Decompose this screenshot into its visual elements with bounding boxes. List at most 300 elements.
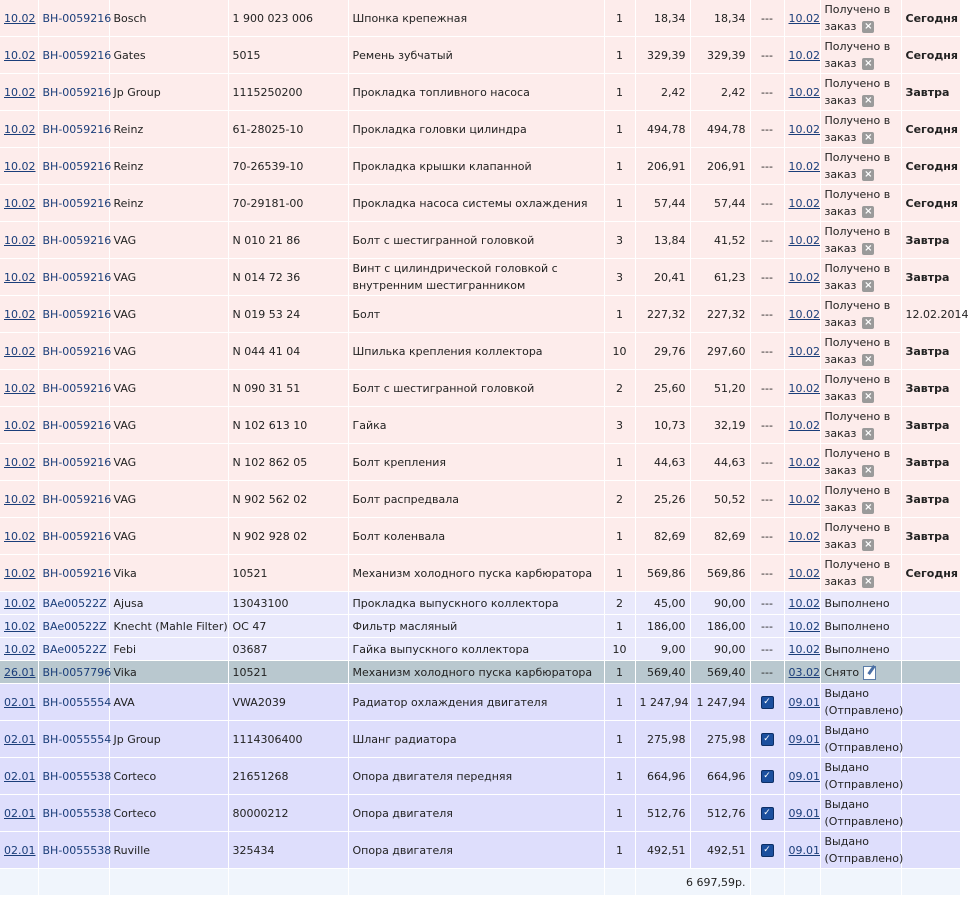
order-date-link[interactable]: 10.02 [4,196,36,210]
order-date-link[interactable]: 10.02 [4,492,36,506]
table-row [0,638,960,661]
sum-cell: 569,40 [690,661,750,684]
article-cell: 61-28025-10 [228,111,348,148]
part-name-cell: Опора двигателя [348,832,604,869]
checkbox-icon[interactable]: ✓ [761,807,774,820]
close-icon[interactable]: × [864,21,873,32]
part-name-cell: Болт с шестигранной головкой [348,370,604,407]
close-icon[interactable]: × [864,428,873,439]
status-date-link[interactable]: 10.02 [788,159,820,173]
table-row [0,407,960,444]
part-name-cell: Прокладка топливного насоса [348,74,604,111]
qty-cell: 1 [604,0,635,37]
sum-cell: 82,69 [690,518,750,555]
order-date-link[interactable]: 10.02 [4,48,36,62]
status-date-link[interactable]: 09.01 [788,843,820,857]
article-cell: 70-29181-00 [228,185,348,222]
flag-cell: --- [750,37,784,74]
sum-cell: 494,78 [690,111,750,148]
price-cell: 275,98 [635,721,690,758]
order-number: BH-0059216 [38,148,109,185]
status-date-link[interactable]: 10.02 [788,529,820,543]
price-cell: 206,91 [635,148,690,185]
sum-cell: 90,00 [690,638,750,661]
sum-cell: 186,00 [690,615,750,638]
status-text: Выдано (Отправлено) [824,798,904,828]
status-text: Получено в заказ [824,521,891,551]
sum-cell: 50,52 [690,481,750,518]
part-name-cell: Опора двигателя [348,795,604,832]
order-number: BH-0059216 [38,333,109,370]
close-icon[interactable]: × [864,132,873,143]
close-icon[interactable]: × [864,354,873,365]
sum-cell: 51,20 [690,370,750,407]
flag-cell: --- [750,615,784,638]
delivery-cell: Сегодня [901,185,960,222]
order-date-link[interactable]: 10.02 [4,596,36,610]
status-cell [820,370,901,407]
qty-cell: 1 [604,296,635,333]
total-sum: 6 697,59р. [635,869,750,896]
article-cell: 1114306400 [228,721,348,758]
order-date-link[interactable]: 02.01 [4,769,36,783]
qty-cell: 10 [604,333,635,370]
status-text: Получено в заказ [824,114,891,144]
status-date-link[interactable]: 10.02 [788,642,820,656]
part-name-cell: Болт распредвала [348,481,604,518]
article-cell: N 010 21 86 [228,222,348,259]
status-text: Выдано (Отправлено) [824,687,904,717]
status-date-link[interactable]: 10.02 [788,11,820,25]
order-date-link[interactable]: 02.01 [4,843,36,857]
status-date-link[interactable]: 10.02 [788,270,820,284]
table-row [0,615,960,638]
qty-cell: 3 [604,222,635,259]
price-cell: 25,60 [635,370,690,407]
article-cell: VWA2039 [228,684,348,721]
article-cell: N 014 72 36 [228,259,348,296]
delivery-cell: Завтра [901,74,960,111]
flag-cell: --- [750,111,784,148]
sum-cell: 41,52 [690,222,750,259]
table-row [0,444,960,481]
status-text: Получено в заказ [824,151,891,181]
order-date-link[interactable]: 10.02 [4,619,36,633]
flag-cell: --- [750,481,784,518]
part-name-cell: Болт крепления [348,444,604,481]
table-row [0,481,960,518]
status-cell [820,592,901,615]
delivery-cell [901,832,960,869]
order-date-link[interactable]: 02.01 [4,695,36,709]
status-cell [820,615,901,638]
qty-cell: 10 [604,638,635,661]
brand-cell: Jp Group [109,721,228,758]
status-text: Выполнено [824,642,890,656]
status-text: Выдано (Отправлено) [824,724,904,754]
article-cell: 10521 [228,661,348,684]
table-row [0,148,960,185]
close-icon[interactable]: × [864,391,873,402]
price-cell: 227,32 [635,296,690,333]
close-icon[interactable]: × [864,169,873,180]
sum-cell: 206,91 [690,148,750,185]
table-row [0,74,960,111]
brand-cell: VAG [109,407,228,444]
part-name-cell: Прокладка выпускного коллектора [348,592,604,615]
sum-cell: 44,63 [690,444,750,481]
sum-cell: 227,32 [690,296,750,333]
delivery-cell: Сегодня [901,0,960,37]
status-cell [820,74,901,111]
sum-cell: 18,34 [690,0,750,37]
close-icon[interactable]: × [864,539,873,550]
status-date-link[interactable]: 09.01 [788,695,820,709]
status-cell [820,148,901,185]
qty-cell: 3 [604,407,635,444]
status-cell [820,296,901,333]
brand-cell: Reinz [109,148,228,185]
delivery-cell: Завтра [901,518,960,555]
part-name-cell: Механизм холодного пуска карбюратора [348,661,604,684]
part-name-cell: Прокладка насоса системы охлаждения [348,185,604,222]
qty-cell: 1 [604,518,635,555]
status-date-link[interactable]: 10.02 [788,566,820,580]
sum-cell: 297,60 [690,333,750,370]
part-name-cell: Болт коленвала [348,518,604,555]
sum-cell: 329,39 [690,37,750,74]
price-cell: 664,96 [635,758,690,795]
brand-cell: Reinz [109,111,228,148]
delivery-cell [901,661,960,684]
edit-icon[interactable] [863,666,876,680]
flag-cell: --- [750,661,784,684]
part-name-cell: Болт с шестигранной головкой [348,222,604,259]
status-text: Выполнено [824,619,890,633]
brand-cell: Jp Group [109,74,228,111]
status-text: Получено в заказ [824,410,891,440]
close-icon[interactable]: × [864,58,873,69]
brand-cell: Gates [109,37,228,74]
status-date-link[interactable]: 10.02 [788,85,820,99]
price-cell: 10,73 [635,407,690,444]
order-number: BH-0059216 [38,370,109,407]
delivery-cell [901,638,960,661]
article-cell: 80000212 [228,795,348,832]
qty-cell: 1 [604,615,635,638]
delivery-cell [901,615,960,638]
qty-cell: 2 [604,592,635,615]
status-text: Выполнено [824,596,890,610]
table-row [0,259,960,296]
article-cell: 13043100 [228,592,348,615]
status-date-link[interactable]: 09.01 [788,732,820,746]
flag-cell: --- [750,74,784,111]
status-text: Выдано (Отправлено) [824,835,904,865]
flag-cell: --- [750,222,784,259]
article-cell: 5015 [228,37,348,74]
close-icon[interactable]: × [864,317,873,328]
order-number: BH-0059216 [38,0,109,37]
flag-cell: --- [750,444,784,481]
qty-cell: 2 [604,481,635,518]
flag-cell: --- [750,555,784,592]
status-cell [820,0,901,37]
part-name-cell: Гайка [348,407,604,444]
brand-cell: Febi [109,638,228,661]
part-name-cell: Шпилька крепления коллектора [348,333,604,370]
status-cell [820,407,901,444]
table-row [0,758,960,795]
order-date-link[interactable]: 10.02 [4,159,36,173]
table-row [0,661,960,684]
flag-cell: --- [750,185,784,222]
status-text: Получено в заказ [824,336,891,366]
status-text: Получено в заказ [824,484,891,514]
status-cell [820,795,904,832]
sum-cell: 512,76 [690,795,750,832]
price-cell: 45,00 [635,592,690,615]
flag-cell: --- [750,0,784,37]
flag-cell: --- [750,592,784,615]
part-name-cell: Шланг радиатора [348,721,604,758]
qty-cell: 1 [604,795,635,832]
order-date-link[interactable]: 10.02 [4,122,36,136]
status-date-link[interactable]: 10.02 [788,381,820,395]
brand-cell: Vika [109,661,228,684]
price-cell: 29,76 [635,333,690,370]
status-date-link[interactable]: 10.02 [788,596,820,610]
status-date-link[interactable]: 10.02 [788,418,820,432]
close-icon[interactable]: × [864,243,873,254]
sum-cell: 57,44 [690,185,750,222]
qty-cell: 1 [604,832,635,869]
price-cell: 492,51 [635,832,690,869]
qty-cell: 1 [604,111,635,148]
article-cell: OC 47 [228,615,348,638]
status-date-link[interactable]: 10.02 [788,122,820,136]
flag-cell: --- [750,370,784,407]
brand-cell: VAG [109,481,228,518]
delivery-cell: Завтра [901,333,960,370]
delivery-cell: Завтра [901,407,960,444]
qty-cell: 1 [604,684,635,721]
part-name-cell: Механизм холодного пуска карбюратора [348,555,604,592]
sum-cell: 569,86 [690,555,750,592]
delivery-cell: Сегодня [901,148,960,185]
status-text: Выдано (Отправлено) [824,761,904,791]
checkbox-icon[interactable]: ✓ [761,844,774,857]
order-date-link[interactable]: 02.01 [4,732,36,746]
price-cell: 494,78 [635,111,690,148]
order-date-link[interactable]: 10.02 [4,642,36,656]
price-cell: 20,41 [635,259,690,296]
status-cell [820,185,901,222]
order-number: BH-0059216 [38,444,109,481]
order-number: BH-0059216 [38,185,109,222]
qty-cell: 1 [604,74,635,111]
article-cell: N 090 31 51 [228,370,348,407]
order-number: BH-0059216 [38,111,109,148]
price-cell: 1 247,94 [635,684,690,721]
status-text: Получено в заказ [824,262,891,292]
order-date-link[interactable]: 26.01 [4,665,36,679]
delivery-cell: Завтра [901,444,960,481]
part-name-cell: Гайка выпускного коллектора [348,638,604,661]
status-date-link[interactable]: 10.02 [788,492,820,506]
close-icon[interactable]: × [864,206,873,217]
sum-cell: 32,19 [690,407,750,444]
order-date-link[interactable]: 10.02 [4,11,36,25]
status-date-link[interactable]: 09.01 [788,806,820,820]
brand-cell: VAG [109,370,228,407]
status-cell [820,111,901,148]
order-number: BH-0059216 [38,222,109,259]
order-number: BH-0059216 [38,518,109,555]
order-date-link[interactable]: 10.02 [4,529,36,543]
part-name-cell: Прокладка крышки клапанной [348,148,604,185]
price-cell: 9,00 [635,638,690,661]
brand-cell: VAG [109,296,228,333]
status-date-link[interactable]: 10.02 [788,48,820,62]
status-date-link[interactable]: 10.02 [788,196,820,210]
close-icon[interactable]: × [864,576,873,587]
checkbox-icon[interactable]: ✓ [761,733,774,746]
order-date-link[interactable]: 10.02 [4,566,36,580]
table-row [0,518,960,555]
flag-cell: --- [750,518,784,555]
flag-cell: --- [750,407,784,444]
table-row [0,222,960,259]
status-text: Получено в заказ [824,3,891,33]
table-row [0,296,960,333]
order-date-link[interactable]: 10.02 [4,85,36,99]
status-date-link[interactable]: 10.02 [788,307,820,321]
brand-cell: VAG [109,444,228,481]
part-name-cell: Радиатор охлаждения двигателя [348,684,604,721]
qty-cell: 1 [604,555,635,592]
delivery-cell [901,758,960,795]
table-row [0,684,960,721]
checkbox-icon[interactable]: ✓ [761,770,774,783]
part-name-cell: Болт [348,296,604,333]
part-name-cell: Шпонка крепежная [348,0,604,37]
status-date-link[interactable]: 03.02 [788,665,820,679]
status-date-link[interactable]: 10.02 [788,344,820,358]
order-date-link[interactable]: 10.02 [4,418,36,432]
order-number: BH-0055538 [38,795,109,832]
sum-cell: 664,96 [690,758,750,795]
close-icon[interactable]: × [864,95,873,106]
part-name-cell: Прокладка головки цилиндра [348,111,604,148]
price-cell: 44,63 [635,444,690,481]
brand-cell: Vika [109,555,228,592]
article-cell: N 102 862 05 [228,444,348,481]
brand-cell: Corteco [109,795,228,832]
table-row [0,370,960,407]
article-cell: N 902 928 02 [228,518,348,555]
delivery-cell: Завтра [901,481,960,518]
close-icon[interactable]: × [864,465,873,476]
status-date-link[interactable]: 10.02 [788,455,820,469]
article-cell: 21651268 [228,758,348,795]
status-date-link[interactable]: 09.01 [788,769,820,783]
article-cell: 10521 [228,555,348,592]
brand-cell: Bosch [109,0,228,37]
order-number: BH-0055554 [38,721,109,758]
brand-cell: VAG [109,333,228,370]
order-date-link[interactable]: 10.02 [4,233,36,247]
status-date-link[interactable]: 10.02 [788,619,820,633]
brand-cell: Knecht (Mahle Filter) [109,615,228,638]
status-cell [820,259,901,296]
order-date-link[interactable]: 10.02 [4,455,36,469]
article-cell: 1115250200 [228,74,348,111]
price-cell: 329,39 [635,37,690,74]
status-cell [820,555,901,592]
order-date-link[interactable]: 02.01 [4,806,36,820]
table-row [0,832,960,869]
flag-cell: --- [750,259,784,296]
order-number: BH-0055538 [38,832,109,869]
part-name-cell: Ремень зубчатый [348,37,604,74]
brand-cell: VAG [109,518,228,555]
checkbox-icon[interactable]: ✓ [761,696,774,709]
order-number: BH-0059216 [38,37,109,74]
table-row [0,592,960,615]
order-number: BH-0059216 [38,296,109,333]
brand-cell: Ajusa [109,592,228,615]
order-number: BAe00522Z [38,615,109,638]
close-icon[interactable]: × [864,280,873,291]
order-date-link[interactable]: 10.02 [4,381,36,395]
status-date-link[interactable]: 10.02 [788,233,820,247]
brand-cell: Ruville [109,832,228,869]
article-cell: 325434 [228,832,348,869]
flag-cell: --- [750,148,784,185]
article-cell: N 019 53 24 [228,296,348,333]
table-row [0,721,960,758]
total-row [0,869,960,896]
delivery-cell: Завтра [901,370,960,407]
flag-cell: --- [750,333,784,370]
table-row [0,795,960,832]
qty-cell: 1 [604,444,635,481]
order-number: BH-0059216 [38,481,109,518]
delivery-cell [901,684,960,721]
price-cell: 2,42 [635,74,690,111]
status-cell [820,832,904,869]
status-text: Получено в заказ [824,558,891,588]
status-cell [820,37,901,74]
order-date-link[interactable]: 10.02 [4,307,36,321]
order-date-link[interactable]: 10.02 [4,344,36,358]
status-text: Получено в заказ [824,225,891,255]
qty-cell: 3 [604,259,635,296]
delivery-cell [901,795,960,832]
delivery-cell: 12.02.2014 [901,296,960,333]
close-icon[interactable]: × [864,502,873,513]
order-date-link[interactable]: 10.02 [4,270,36,284]
brand-cell: Reinz [109,185,228,222]
order-number: BH-0059216 [38,407,109,444]
price-cell: 186,00 [635,615,690,638]
delivery-cell [901,592,960,615]
article-cell: 03687 [228,638,348,661]
delivery-cell: Сегодня [901,111,960,148]
status-cell [820,758,904,795]
status-cell [820,661,901,684]
